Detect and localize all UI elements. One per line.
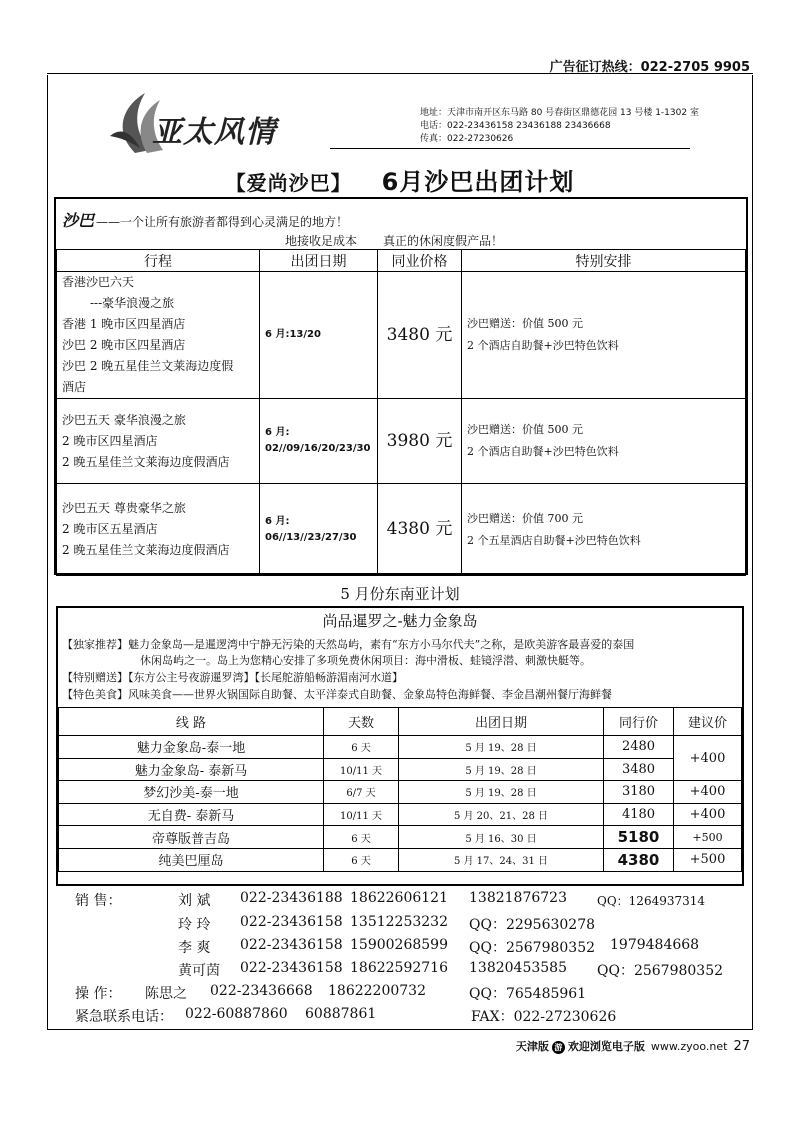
price: 3480 元: [378, 272, 462, 399]
welcome-text: 欢迎浏览电子版: [567, 1040, 645, 1053]
departure-date: [260, 484, 378, 576]
sabah-tag: 地接收足成本: [285, 234, 358, 248]
peer-price: 4380: [604, 848, 674, 871]
special-arrangement: [462, 484, 746, 576]
sales-label: 销 售：: [75, 893, 122, 909]
date-line: 06//13//23/27/30: [265, 531, 357, 543]
sales-tel: 022-23436188: [240, 890, 343, 906]
sabah-brand: 沙巴: [62, 211, 95, 230]
col-header: 同行价: [604, 708, 674, 736]
special-line: 2 个五星酒店自助餐+沙巴特色饮料: [467, 533, 641, 547]
peer-price: 3480: [604, 758, 674, 781]
special-arrangement: [462, 399, 746, 484]
itinerary-line: 沙巴五天 豪华浪漫之旅: [62, 412, 186, 427]
departure-date: [260, 272, 378, 399]
days: 6/7 天: [324, 781, 399, 804]
date-line: 6 月:13/20: [265, 329, 321, 340]
operator-tel: 022-23436668: [210, 983, 313, 999]
days: 6 天: [324, 826, 399, 849]
recommend-line: 【独家推荐】魅力金象岛—是暹逻湾中宁静无污染的天然岛屿，素有“东方小马尔代夫”之称，是欧美游客最喜爱的泰国: [62, 638, 635, 651]
special-line: 2 个酒店自助餐+沙巴特色饮料: [467, 445, 619, 458]
website-link[interactable]: www.zyoo.net: [650, 1040, 728, 1053]
sea-plan-subtitle: 5 月份东南亚计划: [340, 585, 460, 603]
col-header: 出团日期: [399, 708, 604, 736]
itinerary-line: 2 晚市区五星酒店: [62, 522, 158, 536]
sabah-tags: [285, 232, 529, 249]
sabah-intro: [62, 208, 348, 231]
sales-mobile: 13821876723: [469, 890, 567, 906]
sales-qq: QQ：2295630278: [469, 917, 596, 933]
suggested-price: +500: [674, 848, 742, 871]
sabah-slogan: ——一个让所有旅游者都得到心灵满足的地方！: [96, 215, 349, 229]
peer-price: 4180: [604, 803, 674, 826]
table-row: [59, 803, 742, 826]
itinerary-line: 沙巴五天 尊贵豪华之旅: [62, 501, 186, 515]
col-header: 建议价: [674, 708, 742, 736]
departure-date: 5 月 16、30 日: [399, 826, 604, 849]
departure-date: 5 月 19、28 日: [399, 736, 604, 759]
itinerary-line: 2 晚五星佳兰文莱海边度假酒店: [62, 543, 230, 557]
peer-price: 3180: [604, 781, 674, 804]
itinerary-line: 2 晚市区四星酒店: [62, 433, 158, 448]
contact-info: [420, 107, 699, 146]
col-header: 出团日期: [260, 250, 378, 272]
itinerary: [57, 484, 260, 576]
emergency-tel: 60887861: [305, 1006, 377, 1022]
departure-date: 5 月 19、28 日: [399, 781, 604, 804]
sales-name: 玲 玲: [178, 917, 211, 933]
food-line: 【特色美食】风味美食——世界火锅国际自助餐、太平洋泰式自助餐、金象岛特色海鲜餐、李金昌潮州餐厅海鲜餐: [62, 688, 612, 701]
gift-line: 【特别赠送】【东方公主号夜游暹罗湾】【长尾舵游船畅游湄南河水道】: [62, 671, 403, 684]
page-footer: [516, 1038, 750, 1054]
emergency-tel: 022-60887860: [185, 1006, 288, 1022]
days: 10/11 天: [324, 758, 399, 781]
days: 10/11 天: [324, 803, 399, 826]
col-header: 天数: [324, 708, 399, 736]
title-bracket: 【爱尚沙巴】: [225, 171, 352, 195]
sales-name: 李 爽: [178, 940, 211, 956]
fax: 传真：022-27230626: [420, 134, 514, 144]
departure-date: 5 月 17、24、31 日: [399, 848, 604, 871]
peer-price: 5180: [604, 826, 674, 849]
itinerary: [57, 272, 260, 399]
phone: 电话：022-23436158 23436188 23436668: [420, 121, 611, 131]
route: 魅力金象岛-泰一地: [59, 736, 324, 759]
route: 无自费- 泰新马: [59, 803, 324, 826]
suggested-price: +500: [674, 826, 742, 849]
emergency-label: 紧急联系电话：: [75, 1009, 173, 1025]
itinerary-line: 香港沙巴六天: [62, 275, 135, 289]
suggested-price: +400: [674, 803, 742, 826]
peer-price: 2480: [604, 736, 674, 759]
address: 地址：天津市南开区东马路 80 号春街区鼎德花园 13 号楼 1-1302 室: [420, 108, 699, 118]
sea-table: [58, 707, 742, 872]
recommend-line: 休闲岛屿之一。岛上为您精心安排了多项免费休闲项目：海中滑板、蛙镜浮潜、刺激快艇等。: [140, 654, 591, 667]
table-row: [57, 399, 746, 484]
route: 纯美巴厘岛: [59, 848, 324, 871]
route: 魅力金象岛- 泰新马: [59, 758, 324, 781]
special-line: 沙巴赠送：价值 500 元: [467, 423, 583, 436]
itinerary-line: 沙巴 2 晚五星佳兰文莱海边度假: [62, 359, 234, 373]
departure-date: 5 月 20、21、28 日: [399, 803, 604, 826]
special-arrangement: [462, 272, 746, 399]
sabah-table: [56, 249, 746, 576]
sales-qq: QQ：2567980352: [597, 963, 724, 979]
table-row: [59, 736, 742, 759]
ad-hotline: 广告征订热线：022-2705 9905: [549, 60, 750, 75]
edition: 天津版: [515, 1040, 549, 1053]
col-header: 线 路: [59, 708, 324, 736]
special-line: 沙巴赠送：价值 500 元: [467, 317, 583, 330]
price: 3980 元: [378, 399, 462, 484]
date-line: 6 月:: [265, 515, 290, 527]
suggested-price: +400: [674, 736, 742, 781]
price: 4380 元: [378, 484, 462, 576]
suggested-price: +400: [674, 781, 742, 804]
fax-number: FAX：022-27230626: [471, 1009, 617, 1025]
sales-qq: QQ：1264937314: [597, 894, 706, 908]
sales-qq: QQ：2567980352: [469, 940, 596, 956]
brand-logo-text: 亚太风情: [152, 115, 276, 150]
special-line: 沙巴赠送：价值 700 元: [467, 511, 583, 525]
sales-mobile: 18622606121: [350, 890, 448, 906]
sales-tel: 022-23436158: [240, 937, 343, 953]
sales-name: 黄可茵: [178, 963, 220, 979]
sales-mobile: 15900268599: [350, 937, 448, 953]
table-header: [57, 250, 746, 272]
col-header: 行程: [57, 250, 260, 272]
col-header: 特别安排: [462, 250, 746, 272]
table-row: [59, 848, 742, 871]
top-rule: [47, 73, 753, 74]
itinerary-line: 2 晚五星佳兰文莱海边度假酒店: [62, 454, 230, 469]
sales-qq: 1979484668: [610, 937, 700, 953]
operation-label: 操 作：: [75, 986, 122, 1002]
title-main: 6月沙巴出团计划: [381, 168, 575, 196]
sabah-tag: 真正的休闲度假产品！: [383, 234, 504, 248]
days: 6 天: [324, 848, 399, 871]
route: 梦幻沙美-泰一地: [59, 781, 324, 804]
operator-name: 陈思之: [145, 986, 187, 1002]
table-row: [57, 272, 746, 399]
operator-qq: QQ：765485961: [469, 986, 587, 1002]
page-title: [0, 162, 800, 197]
travel-badge-icon: 游: [552, 1041, 565, 1054]
table-row: [59, 758, 742, 781]
table-row: [59, 781, 742, 804]
special-line: 2 个酒店自助餐+沙巴特色饮料: [467, 339, 619, 352]
departure-date: [260, 399, 378, 484]
sales-tel: 022-23436158: [240, 914, 343, 930]
departure-date: 5 月 19、28 日: [399, 758, 604, 781]
contact-rule: [330, 148, 690, 149]
table-row: [59, 826, 742, 849]
page-number: 27: [733, 1039, 750, 1054]
sales-mobile: 13820453585: [469, 960, 567, 976]
sales-name: 刘 斌: [178, 893, 211, 909]
table-header: [59, 708, 742, 736]
days: 6 天: [324, 736, 399, 759]
sales-mobile: 18622592716: [350, 960, 448, 976]
date-line: 6 月:: [265, 427, 290, 438]
table-row: [57, 484, 746, 576]
sales-mobile: 13512253232: [350, 914, 448, 930]
itinerary-line: 酒店: [62, 380, 87, 394]
sales-tel: 022-23436158: [240, 960, 343, 976]
sea-title: 尚品暹罗之-魅力金象岛: [322, 612, 478, 630]
col-header: 同业价格: [378, 250, 462, 272]
itinerary-line: 沙巴 2 晚市区四星酒店: [62, 338, 186, 352]
itinerary: [57, 399, 260, 484]
operator-mobile: 18622200732: [328, 983, 426, 999]
itinerary-line: ---豪华浪漫之旅: [90, 296, 175, 310]
itinerary-line: 香港 1 晚市区四星酒店: [62, 317, 186, 331]
route: 帝尊版普吉岛: [59, 826, 324, 849]
date-line: 02//09/16/20/23/30: [265, 443, 371, 454]
